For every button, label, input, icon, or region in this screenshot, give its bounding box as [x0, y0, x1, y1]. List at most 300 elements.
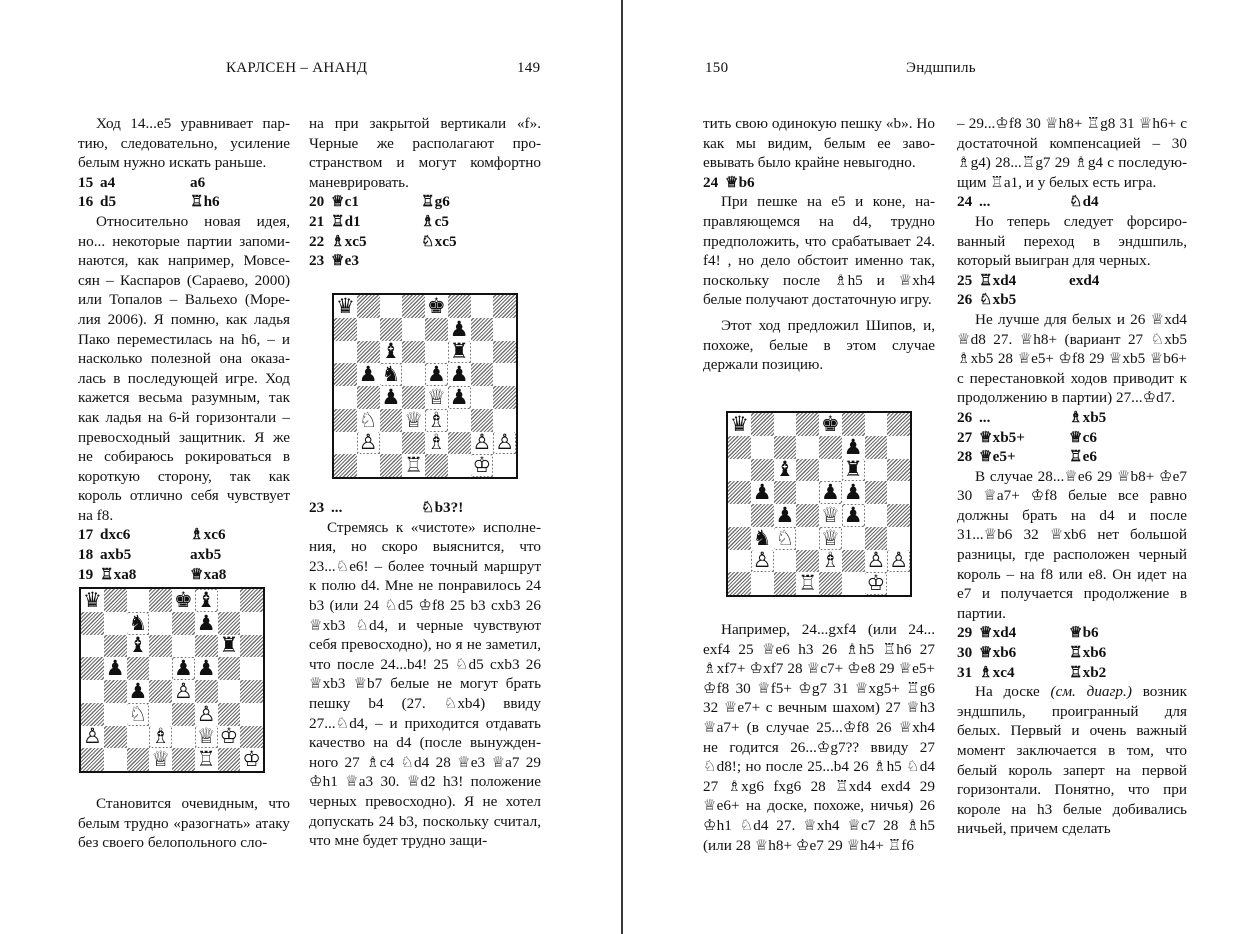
running-head-title-left: КАРЛСЕН – АНАНД: [226, 60, 368, 76]
move-number: 31: [957, 663, 973, 681]
board-square: [865, 550, 888, 573]
black-move: ♘d4: [1069, 193, 1099, 211]
white-knight-icon: ♘: [775, 525, 795, 550]
board-square: [493, 341, 516, 364]
move-list: [957, 192, 1099, 212]
left-page-column-2: [309, 114, 541, 271]
board-square: [104, 703, 127, 726]
board-square: [493, 409, 516, 432]
black-bishop-icon: ♝: [128, 633, 148, 658]
white-move: ...: [979, 408, 991, 426]
board-square: [240, 589, 263, 612]
board-square: [842, 436, 865, 459]
board-square: [819, 550, 842, 573]
board-square: [334, 363, 357, 386]
board-square: [448, 341, 471, 364]
white-queen-icon: ♕: [820, 525, 840, 550]
left-page-column-1-bottom: [78, 794, 290, 853]
black-pawn-icon: ♟: [358, 362, 378, 387]
board-square: [887, 413, 910, 436]
board-square: [402, 341, 425, 364]
board-square: [402, 386, 425, 409]
move-row: [309, 251, 457, 271]
black-move: ♕xa8: [190, 565, 227, 583]
black-knight-icon: ♞: [381, 362, 401, 387]
white-pawn-icon: ♙: [472, 430, 492, 455]
black-rook-icon: ♜: [219, 633, 239, 658]
chess-diagram-2: [332, 293, 518, 479]
move-number: 19: [78, 565, 94, 583]
board-square: [81, 703, 104, 726]
board-square: [81, 589, 104, 612]
white-queen-icon: ♕: [404, 407, 424, 432]
board-square: [195, 680, 218, 703]
board-square: [493, 295, 516, 318]
board-square: [448, 432, 471, 455]
black-king-icon: ♚: [173, 587, 193, 612]
board-square: [240, 657, 263, 680]
board-square: [195, 657, 218, 680]
board-square: [471, 341, 494, 364]
black-queen-icon: ♛: [335, 293, 355, 318]
white-queen-icon: ♕: [196, 724, 216, 749]
board-square: [81, 657, 104, 680]
board-square: [127, 635, 150, 658]
paragraph: Но теперь следует форсированный переход в эндшпиль, который выигран для черных.: [957, 212, 1187, 270]
white-move: ♕e5+: [979, 448, 1016, 466]
board-square: [471, 318, 494, 341]
white-move: ♕xb6: [979, 644, 1017, 662]
board-square: [218, 680, 241, 703]
white-move: ♘xb5: [979, 291, 1017, 309]
black-bishop-icon: ♝: [381, 339, 401, 364]
board-square: [195, 635, 218, 658]
board-square: [357, 318, 380, 341]
white-move: ♖d1: [331, 212, 361, 230]
board-square: [819, 436, 842, 459]
white-move: d5: [100, 193, 117, 211]
black-move: ♖g6: [421, 193, 450, 211]
board-square: [334, 409, 357, 432]
board-square: [380, 386, 403, 409]
board-square: [819, 459, 842, 482]
board-square: [149, 680, 172, 703]
black-knight-icon: ♞: [128, 610, 148, 635]
black-pawn-icon: ♟: [843, 502, 863, 527]
board-square: [402, 409, 425, 432]
board-square: [380, 363, 403, 386]
white-move: ♕e3: [331, 252, 359, 270]
black-pawn-icon: ♟: [820, 480, 840, 505]
board-square: [195, 589, 218, 612]
move-number: 27: [957, 428, 973, 446]
board-square: [357, 409, 380, 432]
board-square: [887, 550, 910, 573]
board-square: [334, 341, 357, 364]
black-pawn-icon: ♟: [843, 480, 863, 505]
board-square: [471, 454, 494, 477]
board-square: [842, 459, 865, 482]
left-page-column-2-bottom: [309, 498, 541, 851]
white-move: axb5: [100, 546, 132, 564]
move-number: 25: [957, 271, 973, 289]
board-square: [728, 413, 751, 436]
move-number: 23: [309, 499, 325, 516]
board-square: [842, 572, 865, 595]
paragraph: Не лучше для белых и 26 ♕xd4 ♕d8 27. ♕h8+ (вариант 27 ♘xb5 ♗xb5 28 ♕e5+ ♔f8 29 ♕xb5 ♕b6+ с перестановкой ходов приводит к продолжению в партии) 27...♔d7.: [957, 310, 1187, 407]
white-king-icon: ♔: [472, 453, 492, 478]
board-square: [357, 454, 380, 477]
board-square: [127, 703, 150, 726]
paragraph: При пешке на е5 и коне, направляющемся на d4, трудно предположить, что срабатывает 24. f4! , но дело обстоит именно так, поскольку после ♗h5 и ♕xh4 белые получают достаточную игру.: [703, 193, 935, 309]
black-pawn-icon: ♟: [752, 480, 772, 505]
black-pawn-icon: ♟: [449, 362, 469, 387]
black-bishop-icon: ♝: [775, 457, 795, 482]
black-pawn-icon: ♟: [381, 384, 401, 409]
board-square: [380, 318, 403, 341]
black-move: a6: [190, 173, 206, 191]
page-number-right: 150: [705, 60, 729, 76]
board-square: [127, 748, 150, 771]
board-square: [81, 748, 104, 771]
move-list: [703, 173, 815, 193]
white-pawn-icon: ♙: [173, 678, 193, 703]
board-square: [425, 341, 448, 364]
move-row: [703, 173, 815, 193]
board-square: [172, 680, 195, 703]
board-square: [172, 748, 195, 771]
board-square: [865, 504, 888, 527]
move-list: [957, 623, 1106, 682]
board-square: [887, 459, 910, 482]
paragraph: тить свою одинокую пешку «b». Но как мы видим, белым ее завоевывать было крайне невыгодно.: [703, 115, 935, 172]
black-pawn-icon: ♟: [105, 656, 125, 681]
board-square: [887, 504, 910, 527]
diagram-reference: (см. диагр.): [1050, 683, 1132, 701]
board-square: [149, 748, 172, 771]
board-square: [334, 295, 357, 318]
black-king-icon: ♚: [426, 293, 446, 318]
board-square: [218, 635, 241, 658]
board-square: [149, 657, 172, 680]
move-number: 26: [957, 408, 973, 426]
black-pawn-icon: ♟: [775, 502, 795, 527]
board-square: [796, 481, 819, 504]
paragraph: Становится очевидным, что белым трудно «разогнать» атаку без своего белопольного сло-: [78, 795, 290, 852]
board-square: [240, 748, 263, 771]
move-row: [957, 271, 1099, 291]
board-square: [240, 680, 263, 703]
board-square: [104, 657, 127, 680]
board-square: [149, 612, 172, 635]
black-king-icon: ♚: [820, 411, 840, 436]
board-square: [865, 436, 888, 459]
board-square: [751, 413, 774, 436]
board-square: [774, 550, 797, 573]
board-square: [357, 295, 380, 318]
board-square: [195, 748, 218, 771]
move-row: [957, 192, 1099, 212]
board-square: [127, 589, 150, 612]
board-square: [172, 612, 195, 635]
board-square: [728, 527, 751, 550]
board-square: [493, 432, 516, 455]
move-row: [309, 232, 457, 252]
board-square: [887, 436, 910, 459]
white-move: ...: [979, 193, 991, 211]
move-row: [957, 623, 1106, 643]
board-square: [774, 572, 797, 595]
board-square: [471, 386, 494, 409]
board-square: [357, 386, 380, 409]
white-king-icon: ♔: [866, 571, 886, 596]
black-rook-icon: ♜: [843, 457, 863, 482]
white-move: ♕xb5+: [979, 428, 1025, 446]
board-square: [172, 726, 195, 749]
chess-diagram-1: [79, 587, 265, 773]
board-square: [149, 726, 172, 749]
text-run: На доске: [975, 683, 1051, 701]
black-move: ♖xb6: [1069, 644, 1107, 662]
board-square: [104, 589, 127, 612]
right-page-column-2: [957, 114, 1187, 839]
move-number: 29: [957, 624, 973, 642]
board-square: [172, 635, 195, 658]
black-move: ♗xc6: [190, 526, 226, 544]
move-number: 24: [703, 173, 719, 191]
board-square: [751, 572, 774, 595]
board-square: [493, 386, 516, 409]
board-square: [81, 726, 104, 749]
board-square: [471, 363, 494, 386]
board-square: [448, 295, 471, 318]
board-square: [127, 612, 150, 635]
board-square: [842, 504, 865, 527]
board-square: [425, 409, 448, 432]
move-row: [957, 428, 1106, 448]
board-square: [728, 436, 751, 459]
board-square: [402, 318, 425, 341]
board-square: [493, 454, 516, 477]
black-move: ♖h6: [190, 193, 220, 211]
white-pawn-icon: ♙: [752, 548, 772, 573]
black-rook-icon: ♜: [449, 339, 469, 364]
paragraph: Например, 24...gxf4 (или 24... exf4 25 ♕e6 h3 26 ♗h5 ♖h6 27 ♗xf7+ ♔xf7 28 ♕c7+ ♔e8 29 ♕e5+ ♔f8 30 ♕f5+ ♔g7 31 ♕xg5+ ♖g6 32 ♕e7+ с вечным шахом) 27 ♕h3 ♕a7+ (в случае 25...♔f8 26 ♕xh4 не годится 26...♔g7?? ввиду 27 ♘d8!; но после 25...b4 26 ♗h5 ♘d4 27 ♗xg6 fxg6 28 ♖xd4 exd4 29 ♕e6+ на доске, похоже, ничья) 26 ♔h1 ♘d4 27. ♕xh4 ♕c7 28 ♗h5 (или 28 ♕h8+ ♔e7 29 ♕h4+ ♖f6: [703, 621, 935, 854]
board-square: [127, 657, 150, 680]
move-number: 30: [957, 644, 973, 662]
board-square: [751, 504, 774, 527]
board-square: [240, 635, 263, 658]
board-square: [380, 432, 403, 455]
board-square: [218, 748, 241, 771]
board-square: [887, 481, 910, 504]
white-rook-icon: ♖: [196, 747, 216, 772]
white-move: ♕b6: [725, 173, 755, 191]
board-square: [842, 413, 865, 436]
white-knight-icon: ♘: [128, 701, 148, 726]
board-square: [751, 459, 774, 482]
board-square: [448, 318, 471, 341]
black-pawn-icon: ♟: [196, 656, 216, 681]
board-square: [774, 504, 797, 527]
black-move: ♕b6: [1069, 624, 1099, 642]
board-square: [380, 454, 403, 477]
text-run: возник эндшпиль, проигранный для белых. Первый и очень важный момент заключается в том, что белый король заперт на первой горизонтали. Понятно, что при короле на h3 белые добивались ничьей, причем сделать: [957, 683, 1188, 838]
board-square: [774, 481, 797, 504]
board-square: [380, 409, 403, 432]
white-move: ♖xd4: [979, 271, 1017, 289]
board-square: [240, 726, 263, 749]
board-square: [172, 589, 195, 612]
black-move: ♘xc5: [421, 232, 457, 250]
board-square: [334, 386, 357, 409]
board-square: [819, 504, 842, 527]
white-pawn-icon: ♙: [358, 430, 378, 455]
board-square: [448, 386, 471, 409]
black-pawn-icon: ♟: [843, 434, 863, 459]
left-page-column-1: [78, 114, 290, 584]
board-square: [334, 454, 357, 477]
white-move: ♗xc5: [331, 232, 367, 250]
board-square: [448, 363, 471, 386]
move-row: [78, 173, 220, 193]
board-square: [218, 703, 241, 726]
board-square: [796, 550, 819, 573]
white-bishop-icon: ♗: [151, 724, 171, 749]
board-square: [357, 363, 380, 386]
page-gutter: [621, 0, 623, 934]
move-number: 22: [309, 232, 325, 250]
board-square: [425, 318, 448, 341]
move-row: [309, 192, 457, 212]
right-page-column-1-bottom: [703, 620, 935, 855]
black-pawn-icon: ♟: [426, 362, 446, 387]
board-square: [751, 527, 774, 550]
paragraph: Ход 14...е5 уравнивает партию, следовательно, усиление белым нужно искать раньше.: [78, 115, 290, 172]
board-square: [796, 413, 819, 436]
page-number-left: 149: [517, 60, 541, 76]
move-list: [957, 271, 1099, 310]
board-square: [149, 703, 172, 726]
board-square: [842, 527, 865, 550]
black-knight-icon: ♞: [752, 525, 772, 550]
paragraph: [957, 682, 1187, 839]
move-row: [78, 545, 226, 565]
black-move: ♘b3?!: [421, 499, 464, 516]
board-square: [334, 318, 357, 341]
white-pawn-icon: ♙: [889, 548, 909, 573]
board-square: [796, 572, 819, 595]
board-square: [819, 572, 842, 595]
board-square: [842, 481, 865, 504]
black-move: [421, 251, 457, 271]
white-king-icon: ♔: [242, 747, 262, 772]
board-square: [425, 363, 448, 386]
board-square: [842, 550, 865, 573]
board-square: [218, 612, 241, 635]
board-square: [402, 454, 425, 477]
board-square: [728, 504, 751, 527]
board-square: [380, 295, 403, 318]
black-pawn-icon: ♟: [128, 678, 148, 703]
board-square: [471, 432, 494, 455]
board-square: [218, 657, 241, 680]
white-queen-icon: ♕: [151, 747, 171, 772]
board-square: [81, 612, 104, 635]
board-square: [357, 341, 380, 364]
move-number: 24: [957, 193, 973, 211]
board-square: [887, 572, 910, 595]
board-square: [819, 481, 842, 504]
board-square: [104, 635, 127, 658]
board-square: [819, 527, 842, 550]
white-move: ♕xd4: [979, 624, 1017, 642]
white-rook-icon: ♖: [798, 571, 818, 596]
board-square: [104, 612, 127, 635]
move-row: [957, 290, 1099, 310]
white-queen-icon: ♕: [426, 384, 446, 409]
board-square: [240, 612, 263, 635]
chess-diagram-3: [726, 411, 912, 597]
white-bishop-icon: ♗: [426, 430, 446, 455]
move-number: 20: [309, 193, 325, 211]
board-square: [425, 295, 448, 318]
board-square: [240, 703, 263, 726]
move-row: [957, 447, 1106, 467]
white-move: ♗xc4: [979, 663, 1015, 681]
board-square: [402, 432, 425, 455]
white-knight-icon: ♘: [358, 407, 378, 432]
move-row: [309, 498, 463, 518]
white-pawn-icon: ♙: [82, 724, 102, 749]
black-move: ♖xb2: [1069, 663, 1107, 681]
board-square: [149, 589, 172, 612]
move-list: [78, 525, 226, 584]
black-move: [1069, 290, 1099, 310]
board-square: [796, 436, 819, 459]
board-square: [81, 680, 104, 703]
board-square: [402, 295, 425, 318]
board-square: [172, 703, 195, 726]
white-rook-icon: ♖: [404, 453, 424, 478]
board-square: [81, 635, 104, 658]
board-square: [218, 726, 241, 749]
board-square: [127, 680, 150, 703]
black-queen-icon: ♛: [729, 411, 749, 436]
board-square: [865, 527, 888, 550]
board-square: [751, 481, 774, 504]
black-move: ♗c5: [421, 212, 449, 230]
board-square: [774, 459, 797, 482]
black-move: exd4: [1069, 271, 1100, 289]
paragraph: В случае 28...♕e6 29 ♕b8+ ♔e7 30 ♕a7+ ♔f8 белые все равно должны брать на d4 и после 31...♕b6 32 ♕xb6 нет большой разницы, где расположен черный король – на f8 или е8. Он идет на е7 и получается продолжение в партии.: [957, 467, 1187, 622]
board-square: [195, 726, 218, 749]
board-square: [728, 572, 751, 595]
move-row: [78, 565, 226, 585]
board-square: [728, 550, 751, 573]
board-square: [796, 504, 819, 527]
white-bishop-icon: ♗: [820, 548, 840, 573]
board-square: [774, 436, 797, 459]
paragraph: – 29...♔f8 30 ♕h8+ ♖g8 31 ♕h6+ с достаточной компенсацией – 30 ♗g4) 28...♖g7 29 ♗g4 с последующим ♖a1, и у белых есть игра.: [957, 115, 1187, 191]
move-row: [78, 192, 220, 212]
move-list: [309, 192, 457, 270]
board-square: [448, 454, 471, 477]
move-list: [309, 498, 463, 518]
board-square: [218, 589, 241, 612]
board-square: [493, 318, 516, 341]
board-square: [865, 413, 888, 436]
